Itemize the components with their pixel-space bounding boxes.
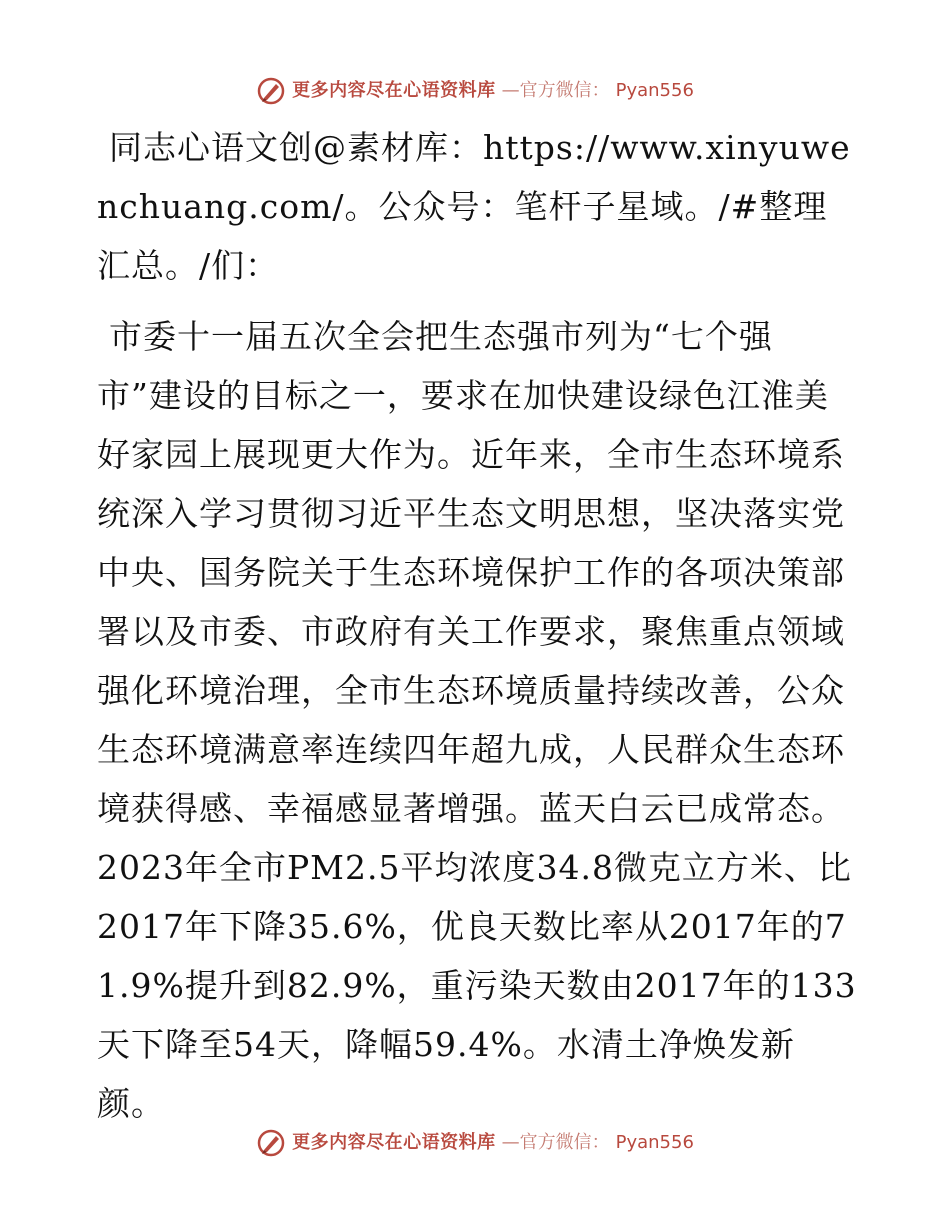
banner-wechat-id: Pyan556 — [615, 80, 694, 101]
banner-wechat-id: Pyan556 — [615, 1132, 694, 1153]
pen-logo-icon — [256, 76, 286, 106]
footer-watermark-banner — [0, 1128, 950, 1158]
banner-main-text: 更多内容尽在心语资料库 — [292, 80, 496, 101]
body-paragraph: 市委十一届五次全会把生态强市列为“七个强市”建设的目标之一，要求在加快建设绿色江淮美好家园上展现更大作为。近年来，全市生态环境系统深入学习贯彻习近平生态文明思想，坚决落实党中央、国务院关于生态环境保护工作的各项决策部署以及市委、市政府有关工作要求，聚焦重点领域强化环境治理，全市生态环境质量持续改善，公众生态环境满意率连续四年超九成，人民群众生态环境获得感、幸福感显著增强。蓝天白云已成常态。2023年全市PM2.5平均浓度34.8微克立方米、比2017年下降35.6%，优良天数比率从2017年的71.9%提升到82.9%，重污染天数由2017年的133天下降至54天，降幅59.4%。水清土净焕发新颜。 — [97, 317, 857, 1123]
banner-sub-text: —官方微信： — [501, 1132, 610, 1153]
document-body — [97, 118, 857, 1133]
banner-main-text: 更多内容尽在心语资料库 — [292, 1132, 496, 1153]
banner-sub-text: —官方微信： — [501, 80, 610, 101]
pen-logo-icon — [256, 1128, 286, 1158]
header-watermark-banner — [0, 76, 950, 106]
source-paragraph: 同志心语文创@素材库：https://www.xinyuwenchuang.com/。公众号：笔杆子星域。/#整理汇总。/们： — [97, 128, 851, 285]
